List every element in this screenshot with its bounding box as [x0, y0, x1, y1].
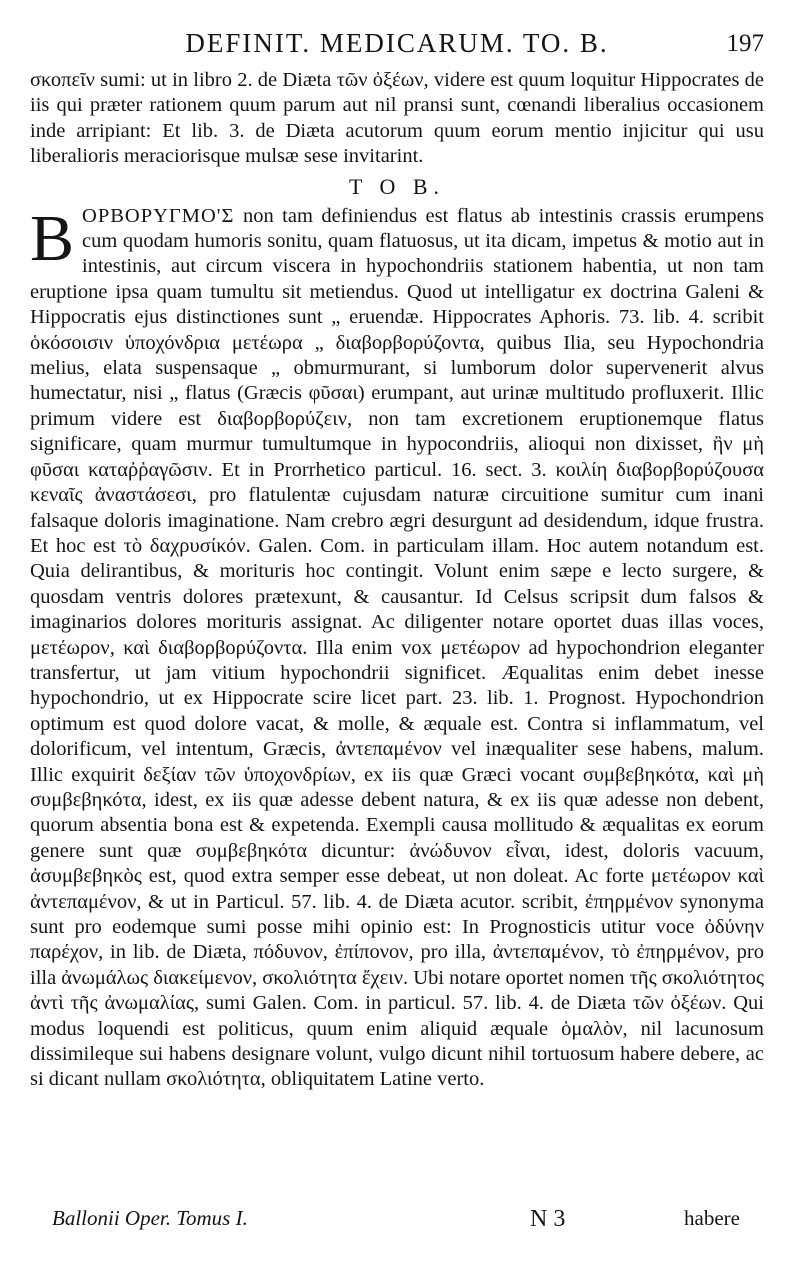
running-title: DEFINIT. MEDICARUM. TO. B.	[185, 28, 609, 58]
footer-volume-note: Ballonii Oper. Tomus I.	[52, 1206, 248, 1230]
footer-catchword: habere	[684, 1206, 740, 1230]
intro-paragraph: σκοπεῖν sumi: ut in libro 2. de Diæta τῶν ὀξέων, videre est quum loquitur Hippocrates de iis qui præter rationem quum parum aut nil pransi sunt, cœnandi liberalius occasionem inde arripiant: Et lib. 3. de Diæta acutorum quum eorum mentio injicitur qui usu liberalioris meraciorisque mulsæ sese invitarint.	[30, 69, 764, 168]
lead-word: ΟΡΒΟΡΥΓΜΟ'Σ	[82, 204, 235, 227]
footer-signature-mark: N 3	[530, 1206, 566, 1232]
page-number: 197	[726, 30, 764, 57]
drop-cap: B	[30, 201, 75, 275]
running-head	[30, 28, 764, 68]
section-paragraph	[30, 201, 765, 1093]
section-heading: Τ Ο Β.	[348, 173, 446, 199]
section-body: non tam definiendus est flatus ab intestinis crassis erumpens cum quodam humoris sonitu, quam flatuosus, ut ita dicam, impetus & motio aut in intestinis, aut circum viscera in hypochondriis stationem habentia, ut non tam eruptione ipsa quam tumultu sit metiendus. Quod ut intelligatur ex doctrina Galeni & Hippocratis ejus distinctiones sunt „ eruendæ. Hippocrates Aphoris. 73. lib. 4. scribit ὁκόσοισιν ὑποχόνδρια μετέωρα „ διαβορβορύζοντα, quibus Ilia, seu Hypochondria melius, elata suspensaque „ obmurmurant, si lumborum dolor supervenerit alvus humectatur, nisi „ flatus (Græcis φῦσαι) erumpant, aut urinæ multitudo profluxerit. Illic primum videre est διαβορβορύζειν, non tam excretionem eruptionemque flatus significare, quam murmur tumultumque in hypocondriis, alioqui non dixisset, ἢν μὴ φῦσαι καταῤῥαγῶσιν. Et in Prorrhetico particul. 16. sect. 3. κοιλίη διαβορβορύζουσα κεναῖς ἀναστάσεσι, pro flatulentæ cujusdam naturæ circuitione sumitur cum inani falsaque doloris imaginatione. Nam crebro ægri desurgunt ad desidendum, idque frustra. Et hoc est τὸ δαχρυσίκόν. Galen. Com. in particulam illam. Hoc autem notandum est. Quia delirantibus, & morituris hoc contingit. Volunt enim sæpe e lecto surgere, & quosdam ventris dolores prætexunt, & causantur. Id Celsus scripsit dum falsos & imaginarios dolores morituris assignat. Ac diligenter notare oportet duas illas voces, μετέωρον, καὶ διαβορβορύζοντα. Illa enim vox μετέωρον ad hypochondrion eleganter transfertur, ut jam vitium hypochondrii significet. Æqualitas enim debet inesse hypochondrio, ut ex Hippocrate scire licet part. 23. lib. 1. Prognost. Hypochondrion optimum est quod dolore vacat, & molle, & æquale est. Contra si inflammatum, vel dolorificum, vel intentum, Græcis, ἀντεπαμένον vel inæqualiter sese habens, malum. Illic exquirit δεξίαν τῶν ὑποχονδρίων, ex iis quæ Græci vocant συμβεβηκότα, καὶ μὴ συμβεβηκότα, idest, ex iis quæ adesse debent natura, & ex iis quæ adesse non debent, quorum absentia bona est & expetenda. Exempli causa mollitudo & æqualitas ex eorum genere sunt quæ συμβεβηκότα dicuntur: ἀνώδυνον εἶναι, idest, doloris vacuum, ἀσυμβεβηκὸς est, quod extra semper esse debeat, ut non doleat. Ac forte μετέωρον καὶ ἀντεπαμένον, & ut in Particul. 57. lib. 4. de Diæta acutor. scribit, ἐπηρμένον synonyma sunt pro eodemque sumi posse mihi opinio est: In Prognosticis utitur voce ὀδύνην παρέχον, in lib. de Diæta, πόδυνον, ἐπίπονον, pro illa, ἀντεπαμένον, τὸ ἐπηρμένον, pro illa ἀνωμάλως διακείμενον, σκολιότητα ἔχειν. Ubi notare oportet nomen τῆς σκολιότητος ἀντὶ τῆς ἀνωμαλίας, sumi Galen. Com. in particul. 57. lib. 4. de Diæta τῶν ὀξέων. Qui modus loquendi est politicus, quum enim aliquid æquale ὁμαλὸν, nil lacunosum dissimileque sui habens designare volunt, vulgo dicunt nihil tortuosum habere debere, ac si dicant nullam σκολιότητα, obliquitatem Latine verto.	[30, 204, 765, 1091]
page-footer	[52, 1206, 740, 1240]
